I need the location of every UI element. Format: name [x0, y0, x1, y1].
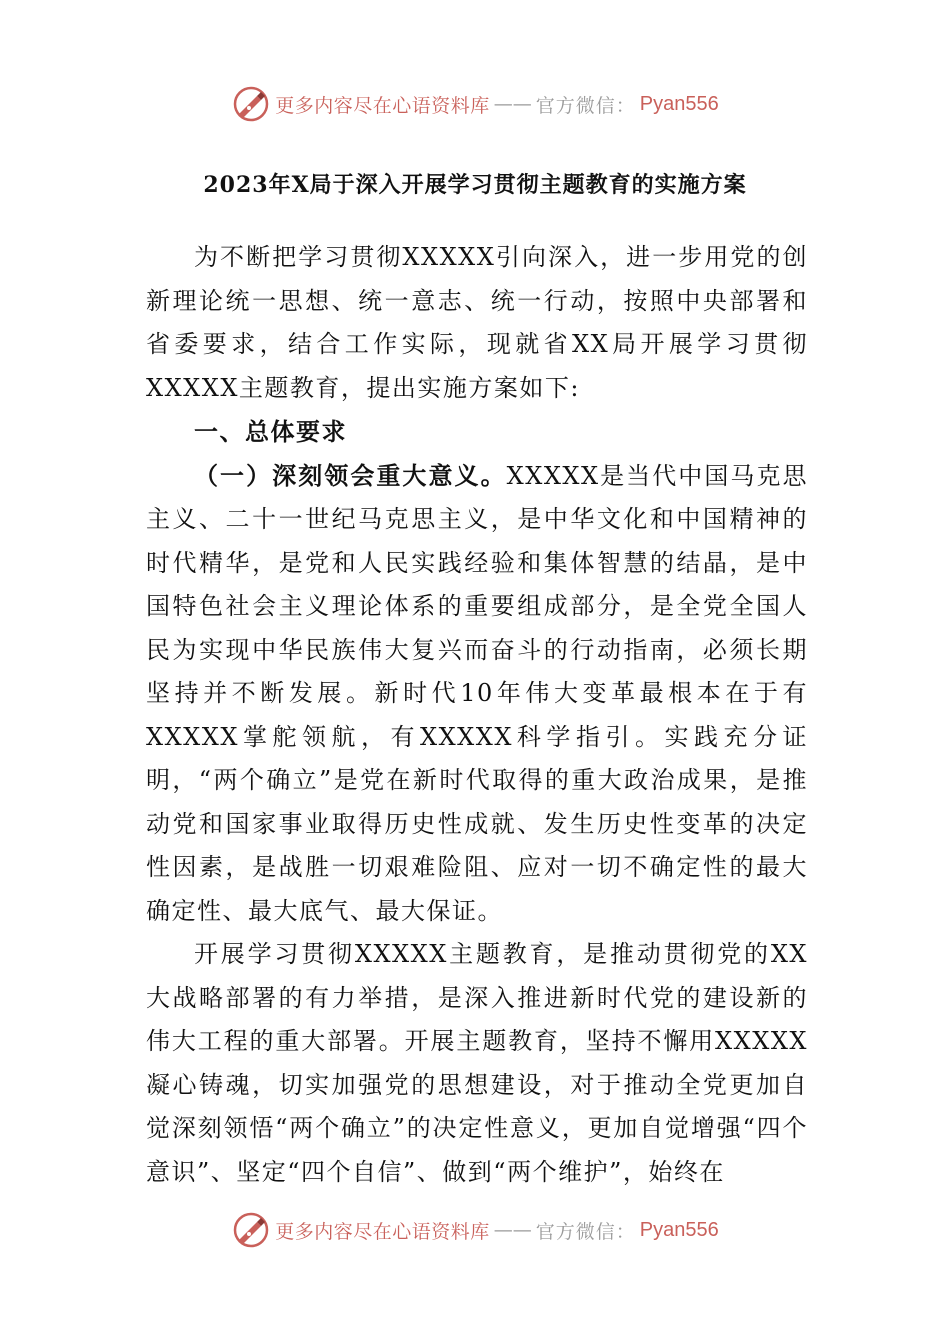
footer-contact-label: 官方微信： [535, 1220, 636, 1243]
banner-wechat-id: Pyan556 [639, 92, 719, 115]
body-paragraph: 开展学习贯彻XXXXX主题教育，是推动贯彻党的XX大战略部署的有力举措，是深入推进新时代党的建设新的伟大工程的重大部署。开展主题教育，坚持不懈用XXXXX凝心铸魂，切实加强党的思想建设，对于推动全党更加自觉深刻领悟“两个确立”的决定性意义，更加自觉增强“四个意识”、坚定“四个自信”、做到“两个维护”，始终在 [146, 940, 808, 1186]
document-title: 2023年X局于深入开展学习贯彻主题教育的实施方案 [203, 172, 747, 198]
banner-separator: —— [493, 93, 532, 115]
banner-brand: 更多内容尽在心语资料库 [275, 94, 490, 117]
header-banner [0, 82, 950, 126]
pen-nib-logo-icon [231, 84, 271, 124]
footer-separator: —— [493, 1219, 532, 1241]
footer-banner [0, 1208, 950, 1252]
footer-brand: 更多内容尽在心语资料库 [275, 1220, 490, 1243]
banner-contact-label: 官方微信： [535, 94, 636, 117]
document-body [146, 236, 808, 1194]
pen-nib-logo-icon [231, 1210, 271, 1250]
section-heading: 一、总体要求 [194, 417, 347, 446]
subsection-lead: （一）深刻领会重大意义。 [194, 460, 507, 490]
subsection-body: XXXXX是当代中国马克思主义、二十一世纪马克思主义，是中华文化和中国精神的时代精华，是党和人民实践经验和集体智慧的结晶，是中国特色社会主义理论体系的重要组成部分，是全党全国人民为实现中华民族伟大复兴而奋斗的行动指南，必须长期坚持并不断发展。新时代10年伟大变革最根本在于有XXXXX掌舵领航，有XXXXX科学指引。实践充分证明，“两个确立”是党在新时代取得的重大政治成果，是推动党和国家事业取得历史性成就、发生历史性变革的决定性因素，是战胜一切艰难险阻、应对一切不确定性的最大确定性、最大底气、最大保证。 [146, 461, 808, 925]
intro-paragraph: 为不断把学习贯彻XXXXX引向深入，进一步用党的创新理论统一思想、统一意志、统一行动，按照中央部署和省委要求，结合工作实际，现就省XX局开展学习贯彻XXXXX主题教育，提出实施方案如下: [146, 243, 808, 402]
footer-wechat-id: Pyan556 [639, 1218, 719, 1241]
subsection-paragraph [146, 454, 808, 934]
